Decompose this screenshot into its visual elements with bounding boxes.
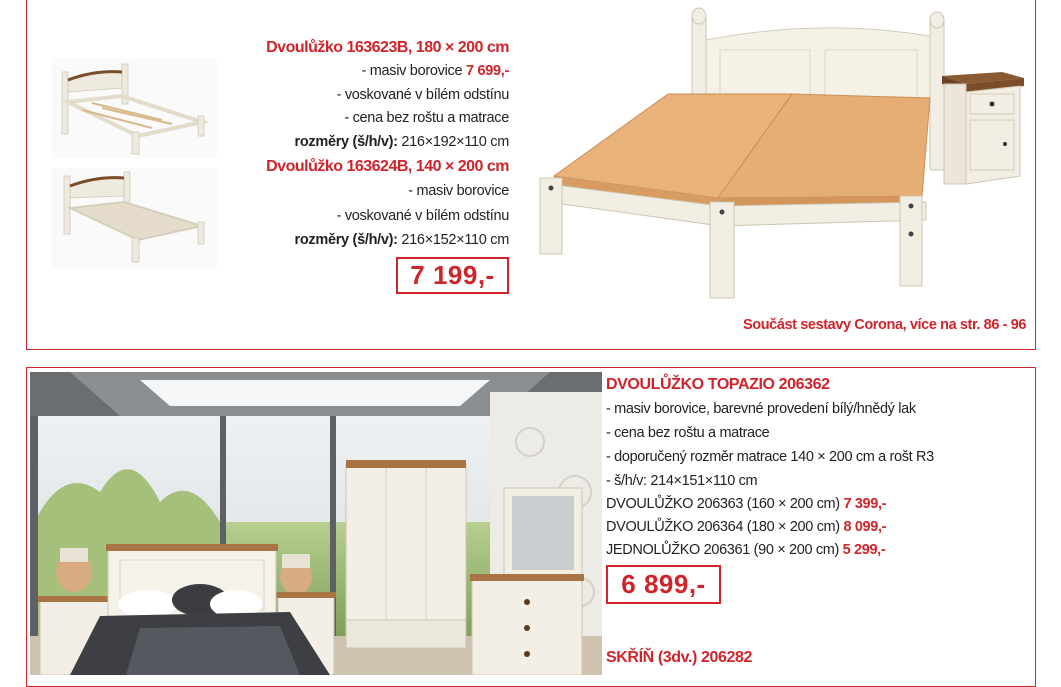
bed-163623b-thumbnail <box>52 58 217 158</box>
variant-row <box>606 496 886 512</box>
bed2-title: Dvoulůžko 163624B, 140 × 200 cm <box>266 158 509 175</box>
variant-row <box>606 542 885 558</box>
topazio-bedroom-photo <box>30 372 602 675</box>
variant-label: DVOULŮŽKO 206364 (180 × 200 cm) <box>606 519 844 535</box>
bed2-finish: - voskované v bílém odstínu <box>336 208 509 224</box>
bed2-dims-value: 216×152×110 cm <box>397 232 509 248</box>
bed2-material: - masiv borovice <box>408 183 509 199</box>
topazio-title: DVOULŮŽKO TOPAZIO 206362 <box>606 376 830 393</box>
bed2-dims-label: rozměry (š/h/v): <box>294 232 398 248</box>
variant-price: 8 099,- <box>843 519 887 535</box>
bed1-finish: - voskované v bílém odstínu <box>336 87 509 103</box>
variant-row <box>606 519 886 535</box>
topazio-feature-3: - doporučený rozměr matrace 140 × 200 cm a rošt R3 <box>606 449 934 465</box>
variant-price: 7 399,- <box>843 496 887 512</box>
bed1-dims-value: 216×192×110 cm <box>397 134 509 150</box>
topazio-feature-4: - š/h/v: 214×151×110 cm <box>606 473 758 489</box>
top-price-box: 7 199,- <box>396 257 509 294</box>
topazio-price-box: 6 899,- <box>606 565 721 604</box>
variant-label: JEDNOLŮŽKO 206361 (90 × 200 cm) <box>606 542 843 558</box>
topazio-feature-2: - cena bez roštu a matrace <box>606 425 770 441</box>
wardrobe-title: SKŘÍŇ (3dv.) 206282 <box>606 649 752 666</box>
bed1-dimensions <box>295 134 510 150</box>
corona-set-note: Součást sestavy Corona, více na str. 86 - 96 <box>743 317 1027 333</box>
variant-price: 5 299,- <box>842 542 886 558</box>
variant-label: DVOULŮŽKO 206363 (160 × 200 cm) <box>606 496 844 512</box>
bed1-material: - masiv borovice <box>361 63 466 79</box>
bed1-dims-label: rozměry (š/h/v): <box>294 134 398 150</box>
bed1-note: - cena bez roštu a matrace <box>344 110 509 126</box>
bed1-title: Dvoulůžko 163623B, 180 × 200 cm <box>266 39 509 56</box>
bed1-material-line <box>361 63 509 79</box>
bed1-price: 7 699,- <box>465 63 509 79</box>
bed2-dimensions <box>295 232 510 248</box>
topazio-feature-1: - masiv borovice, barevné provedení bílý/hnědý lak <box>606 401 916 417</box>
bed-163624b-thumbnail <box>52 168 217 268</box>
corona-bed-photo <box>530 6 1030 306</box>
